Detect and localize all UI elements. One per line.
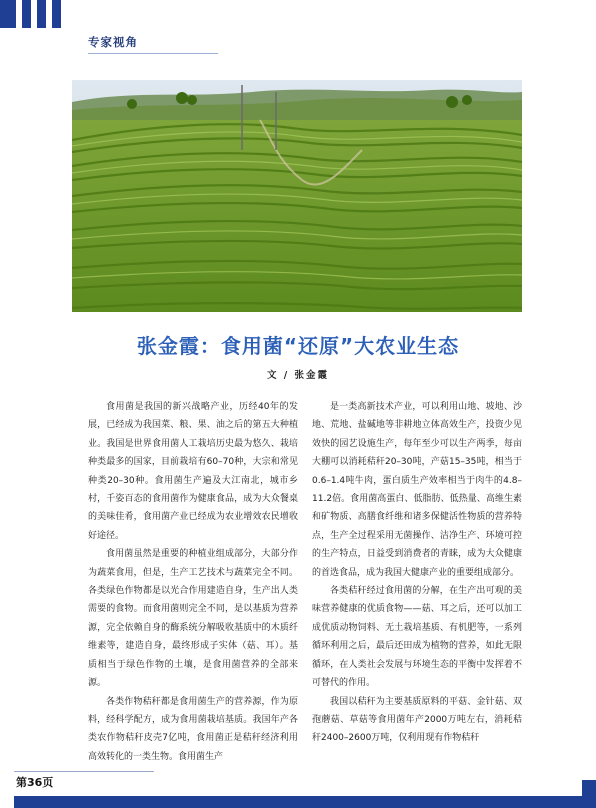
- header-stripe: [0, 0, 16, 28]
- paragraph: 食用菌虽然是重要的种植业组成部分，大部分作为蔬菜食用，但是，生产工艺技术与蔬菜完全不同。各类绿色作物都是以光合作用建造自身，生产出人类需要的食物。而食用菌则完全不同，是以基质为营养源，完全依赖自身的酶系统分解吸收基质中的木质纤维素等，建造自身，最终形成子实体（菇、耳）。基质相当于绿色作物的土壤，是食用菌营养的全部来源。: [88, 549, 298, 689]
- tea-plantation-photo: [72, 80, 522, 312]
- header-stripes: [0, 0, 596, 28]
- article-byline: 文 / 张金霞: [266, 370, 330, 381]
- header-stripe: [52, 0, 61, 28]
- section-divider: [88, 53, 218, 54]
- paragraph: 食用菌是我国的新兴战略产业，历经40年的发展，已经成为我国菜、粮、果、油之后的第五大种植业。我国是世界食用菌人工栽培历史最为悠久、栽培种类最多的国家，目前栽培有60–70种，大宗和常见种类20–30种。食用菌生产遍及大江南北，城市乡村，千姿百态的食用菌作为健康食品，成为大众餐桌的美味佳肴，食用菌产业已经成为农业增效农民增收好途径。: [88, 402, 298, 541]
- header-stripe: [37, 0, 46, 28]
- header-stripe: [22, 0, 31, 28]
- paragraph: 各类秸秆经过食用菌的分解，在生产出可观的美味营养健康的优质食物——菇、耳之后，还可以加工成优质动物饲料、无土栽培基质、有机肥等，一系列循环利用之后，最后还田成为植物的营养，如此无限循环，在人类社会发展与环境生态的平衡中发挥着不可替代的作用。: [312, 586, 522, 689]
- footer-divider: [14, 771, 154, 772]
- footer-bar: [14, 796, 586, 808]
- article-column-right: [312, 398, 522, 748]
- article-title: 张金霞：食用菌“还原”大农业生态: [136, 334, 460, 358]
- paragraph: 是一类高新技术产业，可以利用山地、坡地、沙地、荒地、盐碱地等非耕地立体高效生产，投资少见效快的园艺设施生产，每年至少可以生产两季，每亩大棚可以消耗秸秆20–30吨，产菇15–35吨，相当于0.6–1.4吨牛肉，蛋白质生产效率相当于肉牛的4.8–11.2倍。食用菌高蛋白、低脂肪、低热量、高维生素和矿物质、高膳食纤维和诸多保健活性物质的营养特点，生产全过程采用无菌操作、洁净生产、环境可控的生产特点，日益受到消费者的青睐，成为大众健康的首选食品，成为我国大健康产业的重要组成部分。: [312, 402, 522, 578]
- paragraph: 我国以秸秆为主要基质原料的平菇、金针菇、双孢蘑菇、草菇等食用菌年产2000万吨左右，消耗秸秆2400–2600万吨，仅利用现有作物秸秆: [312, 696, 522, 744]
- section-label: 专家视角: [88, 35, 138, 49]
- paragraph: 各类作物秸秆都是食用菌生产的营养源，作为原料，经科学配方，成为食用菌栽培基质。我国年产各类农作物秸秆皮壳7亿吨，食用菌正是秸秆经济利用高效转化的一类生物。食用菌生产: [88, 696, 298, 762]
- corner-tab: [582, 780, 596, 808]
- article-column-left: [88, 398, 298, 766]
- page-number: 第36页: [16, 776, 54, 789]
